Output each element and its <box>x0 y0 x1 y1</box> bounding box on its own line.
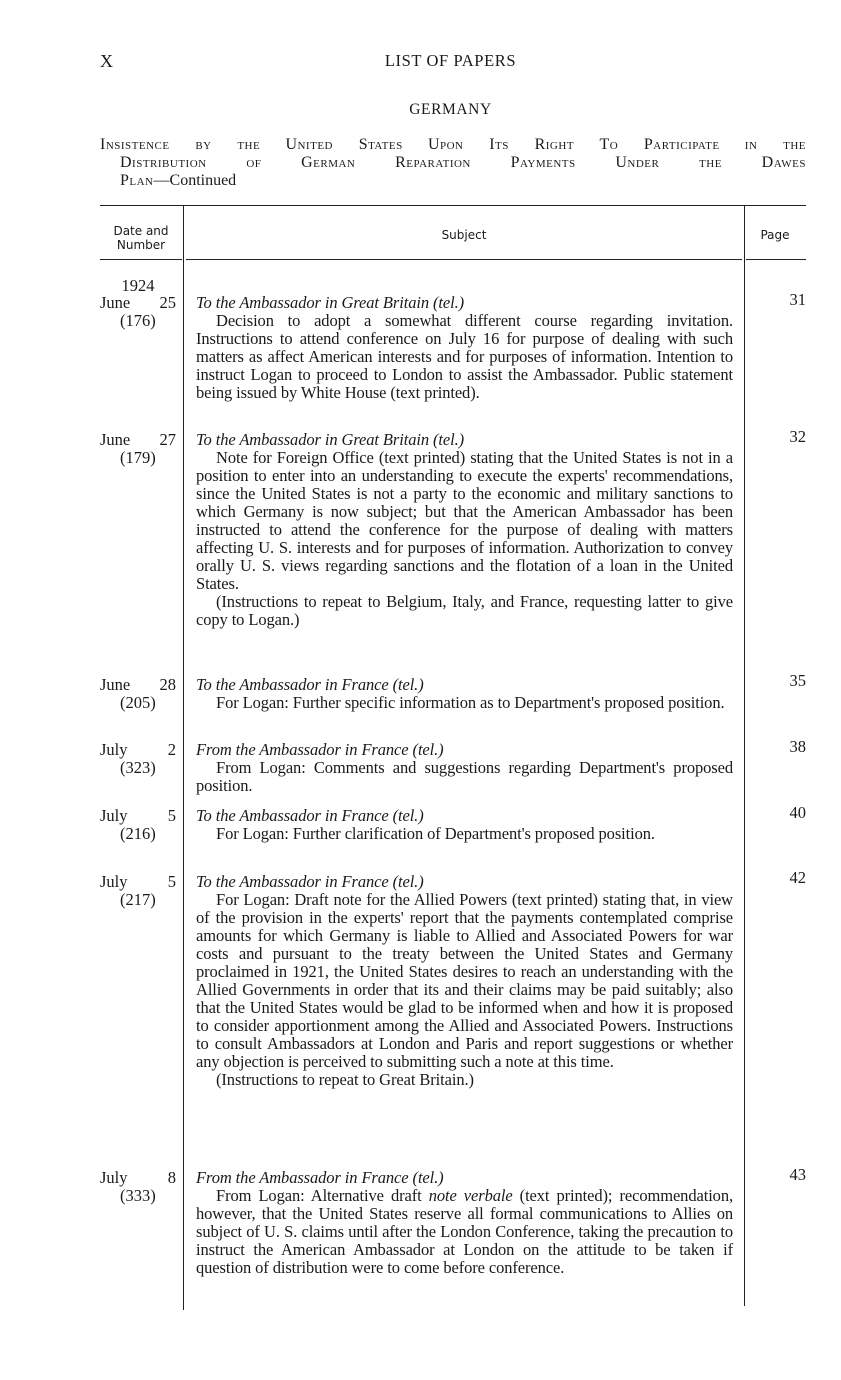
entry-page: 43 <box>789 1165 806 1184</box>
running-head: LIST OF PAPERS <box>384 51 517 70</box>
entry-date: July 2 (323) <box>100 740 176 777</box>
entry-date: July 8 (333) <box>100 1168 176 1205</box>
year-label: 1924 <box>121 276 155 295</box>
entry-page: 40 <box>789 803 806 822</box>
entry-subject: To the Ambassador in France (tel.) For Logan: Draft note for the Allied Powers (text printed) stating that, in view of the provision in the experts' report that the payments contemplated comprise amounts for which Germany is liable to Allied and Associated Powers for war costs and pursuant to the treaty between the United States and Germany proclaimed in 1921, the United States desires to reach an understanding with the Allied Governments in order that its and their claims may be paid suitably; also that the United States would be glad to be informed when and how it is proposed to consider apportionment among the Allied and Associated Powers. Instructions to consult Ambassadors at London and Paris and report suggestions or whether any objection is perceived to submitting such a note at this time. (Instructions to repeat to Great Britain.) <box>196 872 733 1089</box>
header-rule <box>746 259 806 260</box>
column-divider-right <box>744 206 745 1306</box>
column-divider-left <box>183 206 184 1310</box>
heading-line-1: Insistence by the United States Upon Its Right To Participate in the <box>100 136 807 153</box>
entry-page: 31 <box>789 290 806 309</box>
column-header-page: Page <box>760 228 790 242</box>
table-top-rule <box>100 205 806 206</box>
entry-subject: To the Ambassador in Great Britain (tel.) Decision to adopt a somewhat different course regarding invitation. Instructions to attend conference on July 16 for purpose of dealing with such matters as affect American interests and for purposes of information. Intention to instruct Logan to proceed to London to assist the Ambassador. Public statement being issued by White House (text printed). <box>196 293 733 402</box>
entry-page: 32 <box>789 427 806 446</box>
entry-date: June 27 (179) <box>100 430 176 467</box>
column-header-subject: Subject <box>441 228 487 242</box>
entry-subject: To the Ambassador in France (tel.) For Logan: Further clarification of Department's proposed position. <box>196 806 655 843</box>
entry-page: 35 <box>789 671 806 690</box>
section-heading <box>100 136 806 190</box>
header-rule <box>100 259 182 260</box>
entry-date: June 28 (205) <box>100 675 176 712</box>
entry-page: 42 <box>789 868 806 887</box>
entry-subject: From the Ambassador in France (tel.) From Logan: Alternative draft note verbale (text printed); recommendation, however, that the United States reserve all formal communications to Allies on subject of U. S. claims until after the London Conference, taking the precaution to instruct the American Ambassador at London on the attitude to be taken if question of distribution were to come before conference. <box>196 1168 733 1277</box>
header-rule <box>186 259 742 260</box>
heading-line-2: Distribution of German Reparation Payments Under the Dawes <box>120 154 806 171</box>
section-title: GERMANY <box>409 101 492 118</box>
entry-date: July 5 (216) <box>100 806 176 843</box>
entry-date: June 25 (176) <box>100 293 176 330</box>
column-header-date-number: Date and Number <box>113 224 169 252</box>
page-number: X <box>100 51 114 71</box>
entry-subject: From the Ambassador in France (tel.) From Logan: Comments and suggestions regarding Department's proposed position. <box>196 740 733 795</box>
entry-date: July 5 (217) <box>100 872 176 909</box>
heading-line-3: Plan—Continued <box>120 172 237 189</box>
entry-subject: To the Ambassador in France (tel.) For Logan: Further specific information as to Department's proposed position. <box>196 675 725 712</box>
entry-subject: To the Ambassador in Great Britain (tel.) Note for Foreign Office (text printed) stating that the United States is not in a position to enter into an understanding to execute the experts' recommendations, since the United States is not a party to the economic and military sanctions to which Germany is now subject; but that the American Ambassador has been instructed to attend the conference for the purpose of dealing with matters affecting U. S. interests and for purposes of information. Authorization to convey orally U. S. views regarding sanctions and the flotation of a loan in the United States. (Instructions to repeat to Belgium, Italy, and France, requesting latter to give copy to Logan.) <box>196 430 733 629</box>
entry-page: 38 <box>789 737 806 756</box>
